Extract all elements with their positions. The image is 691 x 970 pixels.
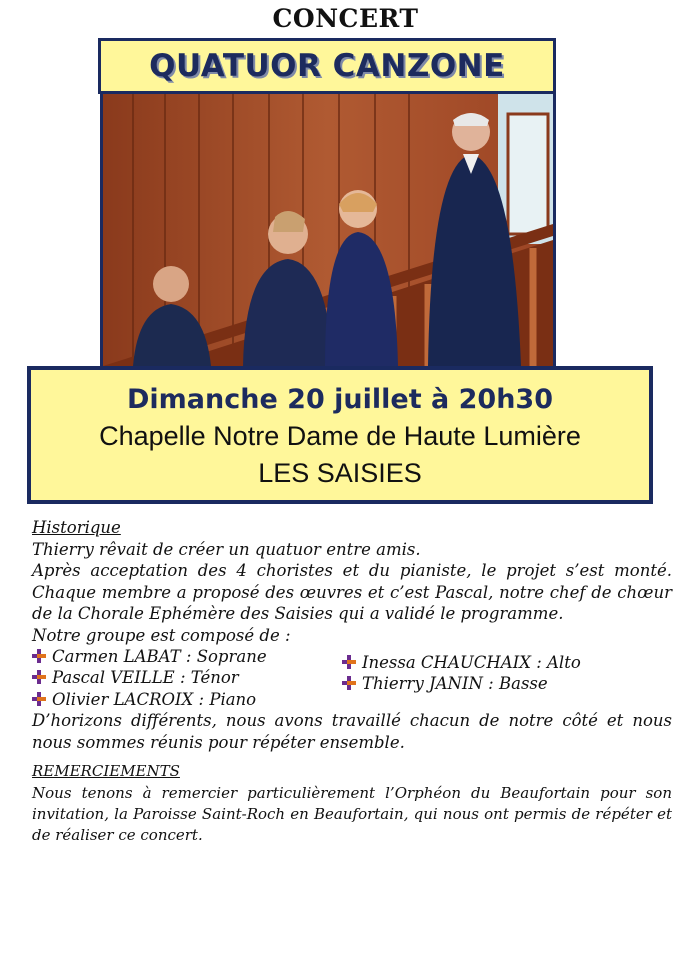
list-item [342,673,548,695]
quartet-photo [100,94,556,366]
history-title: Historique [32,518,121,537]
event-date: Dimanche 20 juillet à 20h30 [126,384,553,415]
member-name: Inessa CHAUCHAIX : Alto [362,653,581,672]
member-name: Thierry JANIN : Basse [362,674,548,693]
history-paragraph: Après acceptation des 4 choristes et du pianiste, le projet s’est monté. Chaque membre a proposé des œuvres et c’est Pascal, notre chef de chœur de la Chorale Ephémère des Saisies qui a validé le programme. [32,561,672,623]
event-venue: Chapelle Notre Dame de Haute Lumière [99,421,581,451]
poster-title: CONCERT [272,4,419,33]
group-intro: Notre groupe est composé de : [32,625,291,645]
history-closing: D’horizons différents, nous avons travaillé chacun de notre côté et nous nous sommes réunis pour répéter ensemble. [32,711,672,752]
bullet-cross-icon [32,649,46,663]
bullet-cross-icon [342,655,356,669]
bullet-cross-icon [32,692,46,706]
event-info-box [27,366,653,504]
list-item [32,667,239,689]
event-town: LES SAISIES [258,458,422,488]
list-item [342,652,581,674]
bullet-cross-icon [342,676,356,690]
history-section [32,517,672,846]
list-item [32,646,267,668]
list-item [32,689,256,711]
group-name: QUATUOR CANZONE [149,48,505,84]
history-line1: Thierry rêvait de créer un quatuor entre amis. [32,539,421,559]
member-name: Carmen LABAT : Soprane [52,647,267,666]
group-name-banner [98,38,556,94]
member-list [32,646,672,710]
member-name: Olivier LACROIX : Piano [52,690,257,709]
thanks-text: Nous tenons à remercier particulièrement l’Orphéon du Beaufortain pour son invitation, la Paroisse Saint-Roch en Beaufortain, qui nous ont permis de répéter et de réaliser ce concert. [32,783,672,844]
thanks-title: REMERCIEMENTS [32,762,180,780]
bullet-cross-icon [32,670,46,684]
member-name: Pascal VEILLE : Ténor [52,668,239,687]
